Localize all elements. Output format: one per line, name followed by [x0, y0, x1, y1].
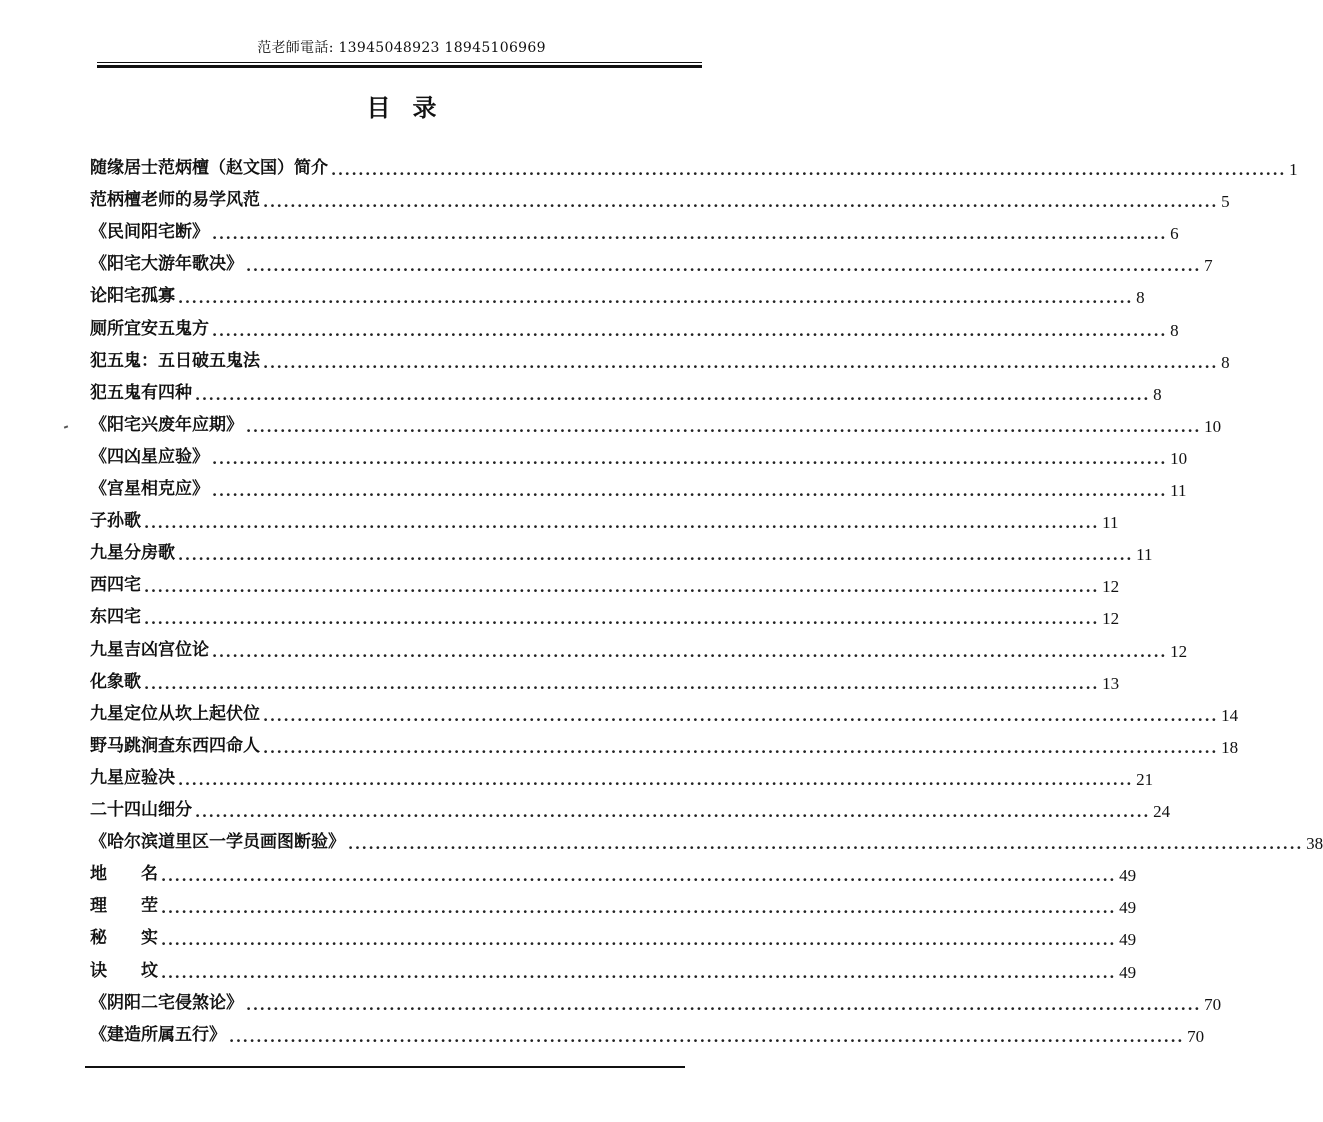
toc-entry: [90, 343, 1230, 373]
toc-entry-page: 49: [1119, 898, 1137, 918]
toc-entry-page: 10: [1170, 448, 1188, 468]
toc-leader-dots: ............................................................................................................................................: [212, 225, 1168, 244]
toc-entry-label: 理 茔: [90, 896, 158, 917]
header-rule-thick: [97, 65, 702, 68]
toc-entry: [90, 439, 1188, 469]
toc-entry: [90, 728, 1239, 758]
toc-entry: [90, 760, 1154, 790]
toc-entry: [90, 246, 1213, 276]
toc-entry: [90, 311, 1179, 341]
toc-entry-page: 8: [1221, 352, 1230, 372]
toc-leader-dots: ............................................................................................................................................: [263, 706, 1219, 725]
toc-entry-label: 论阳宅孤寡: [90, 286, 175, 307]
toc-leader-dots: ............................................................................................................................................: [161, 931, 1117, 950]
toc-entry: [90, 664, 1120, 694]
scan-speck: [64, 425, 68, 428]
toc-entry-page: 49: [1119, 866, 1137, 886]
toc-entry-label: 《四凶星应验》: [90, 446, 209, 467]
toc-entry-page: 13: [1102, 673, 1120, 693]
toc-entry-label: 化象歌: [90, 671, 141, 692]
toc-entry: [90, 535, 1153, 565]
toc-leader-dots: ............................................................................................................................................: [263, 738, 1219, 757]
toc-entry-label: 秘 实: [90, 928, 158, 949]
header-contact: 范老師電話: 13945048923 18945106969: [257, 40, 546, 56]
toc-entry-label: 九星应验决: [90, 767, 175, 788]
toc-leader-dots: ............................................................................................................................................: [212, 642, 1168, 661]
toc-entry: [90, 567, 1120, 597]
toc-entry: [90, 407, 1222, 437]
toc-entry-label: 西四宅: [90, 575, 141, 596]
toc-leader-dots: ............................................................................................................................................: [212, 449, 1168, 468]
toc-entry-page: 14: [1221, 705, 1239, 725]
toc-leader-dots: ............................................................................................................................................: [246, 417, 1202, 436]
toc-entry: [90, 375, 1162, 405]
toc-leader-dots: ............................................................................................................................................: [229, 1027, 1185, 1046]
toc-entry-label: 《哈尔滨道里区一学员画图断验》: [90, 832, 345, 853]
toc-entry-label: 九星吉凶宫位论: [90, 639, 209, 660]
toc-entry: [90, 696, 1239, 726]
toc-entry-label: 《宫星相克应》: [90, 479, 209, 499]
toc-entry-label: 《阳宅兴废年应期》: [90, 414, 243, 435]
toc-leader-dots: ............................................................................................................................................: [144, 610, 1100, 629]
footer-rule: [85, 1066, 685, 1068]
toc-entry-page: 10: [1204, 416, 1222, 436]
toc-entry-page: 49: [1119, 962, 1137, 982]
toc-leader-dots: ............................................................................................................................................: [212, 321, 1168, 340]
toc-leader-dots: ............................................................................................................................................: [212, 482, 1168, 500]
toc-entry: [90, 824, 1323, 854]
toc-entry-label: 东四宅: [90, 607, 141, 628]
toc-entry-page: 24: [1153, 802, 1171, 821]
toc-entry-page: 21: [1136, 769, 1154, 789]
toc-entry-label: 《民间阳宅断》: [90, 222, 209, 243]
toc-entry-page: 49: [1119, 930, 1137, 950]
toc-entry-label: 九星分房歌: [90, 543, 175, 564]
toc-leader-dots: ............................................................................................................................................: [246, 995, 1202, 1014]
toc-entry: [90, 471, 1187, 501]
toc-leader-dots: ............................................................................................................................................: [178, 546, 1134, 565]
toc-entry-page: 5: [1221, 192, 1230, 212]
toc-leader-dots: ............................................................................................................................................: [144, 674, 1100, 693]
toc-leader-dots: ............................................................................................................................................: [263, 353, 1219, 372]
toc-leader-dots: ............................................................................................................................................: [263, 193, 1219, 212]
toc-leader-dots: ............................................................................................................................................: [144, 578, 1100, 597]
toc-entry-page: 7: [1204, 256, 1213, 276]
toc-entry-page: 8: [1153, 384, 1162, 404]
toc-entry-label: 《阳宅大游年歌决》: [90, 254, 243, 275]
page-title: 目录: [366, 93, 459, 122]
toc-entry-page: 12: [1102, 609, 1120, 629]
toc-leader-dots: ............................................................................................................................................: [178, 289, 1134, 308]
toc-entry: [90, 214, 1179, 244]
toc-entry-page: 11: [1170, 481, 1187, 500]
toc-entry-label: 随缘居士范炳檀（赵文国）简介: [90, 158, 328, 178]
toc-entry-label: 地 名: [90, 864, 158, 885]
toc-entry-label: 《阴阳二宅侵煞论》: [90, 992, 243, 1013]
toc-leader-dots: ............................................................................................................................................: [195, 385, 1151, 404]
header-rule-thin: [97, 62, 702, 63]
toc-entry-page: 1: [1289, 160, 1298, 179]
toc-entry-label: 九星定位从坎上起伏位: [90, 703, 260, 724]
toc-leader-dots: ............................................................................................................................................: [348, 835, 1304, 854]
toc-leader-dots: ............................................................................................................................................: [161, 963, 1117, 982]
toc-entry-page: 70: [1204, 994, 1222, 1014]
toc-entry-page: 18: [1221, 737, 1239, 757]
toc-entry: [90, 278, 1145, 308]
toc-entry-page: 38: [1306, 834, 1323, 854]
toc-leader-dots: ............................................................................................................................................: [178, 770, 1134, 789]
toc-entry-page: 11: [1136, 545, 1153, 565]
toc-entry-page: 8: [1170, 320, 1179, 340]
toc-entry-label: 野马跳涧查东西四命人: [90, 735, 260, 756]
toc-entry: [90, 920, 1137, 950]
toc-entry-label: 诀 坟: [90, 960, 158, 981]
toc-entry: [90, 792, 1171, 822]
toc-entry: [90, 150, 1298, 180]
toc-entry: [90, 182, 1230, 212]
toc-entry-label: 子孙歌: [90, 511, 141, 532]
toc-entry-page: 12: [1170, 641, 1188, 661]
toc-entry: [90, 888, 1137, 918]
toc-entry-page: 11: [1102, 513, 1119, 533]
toc-entry-label: 范柄檀老师的易学风范: [90, 190, 260, 211]
toc-entry: [90, 985, 1222, 1015]
toc-entry-label: 《建造所属五行》: [90, 1024, 226, 1045]
toc-entry-page: 12: [1102, 577, 1120, 597]
toc-leader-dots: ............................................................................................................................................: [161, 867, 1117, 886]
toc-entry: [90, 856, 1137, 886]
toc-entry-page: 6: [1170, 224, 1179, 244]
toc-entry-label: 犯五鬼有四种: [90, 382, 192, 403]
toc-entry: [90, 953, 1137, 983]
toc-entry-page: 8: [1136, 288, 1145, 308]
toc-entry-label: 厕所宜安五鬼方: [90, 318, 209, 339]
toc-entry: [90, 599, 1120, 629]
toc-entry: [90, 503, 1119, 533]
toc-entry-label: 犯五鬼：五日破五鬼法: [90, 350, 260, 371]
toc-entry: [90, 632, 1188, 662]
toc-entry: [90, 1017, 1205, 1047]
toc-entry-label: 二十四山细分: [90, 800, 192, 820]
toc-entry-page: 70: [1187, 1026, 1205, 1046]
toc-leader-dots: ............................................................................................................................................: [144, 514, 1100, 533]
toc-leader-dots: ............................................................................................................................................: [161, 899, 1117, 918]
toc-leader-dots: ............................................................................................................................................: [331, 161, 1287, 179]
toc-leader-dots: ............................................................................................................................................: [195, 803, 1151, 821]
toc-leader-dots: ............................................................................................................................................: [246, 257, 1202, 276]
